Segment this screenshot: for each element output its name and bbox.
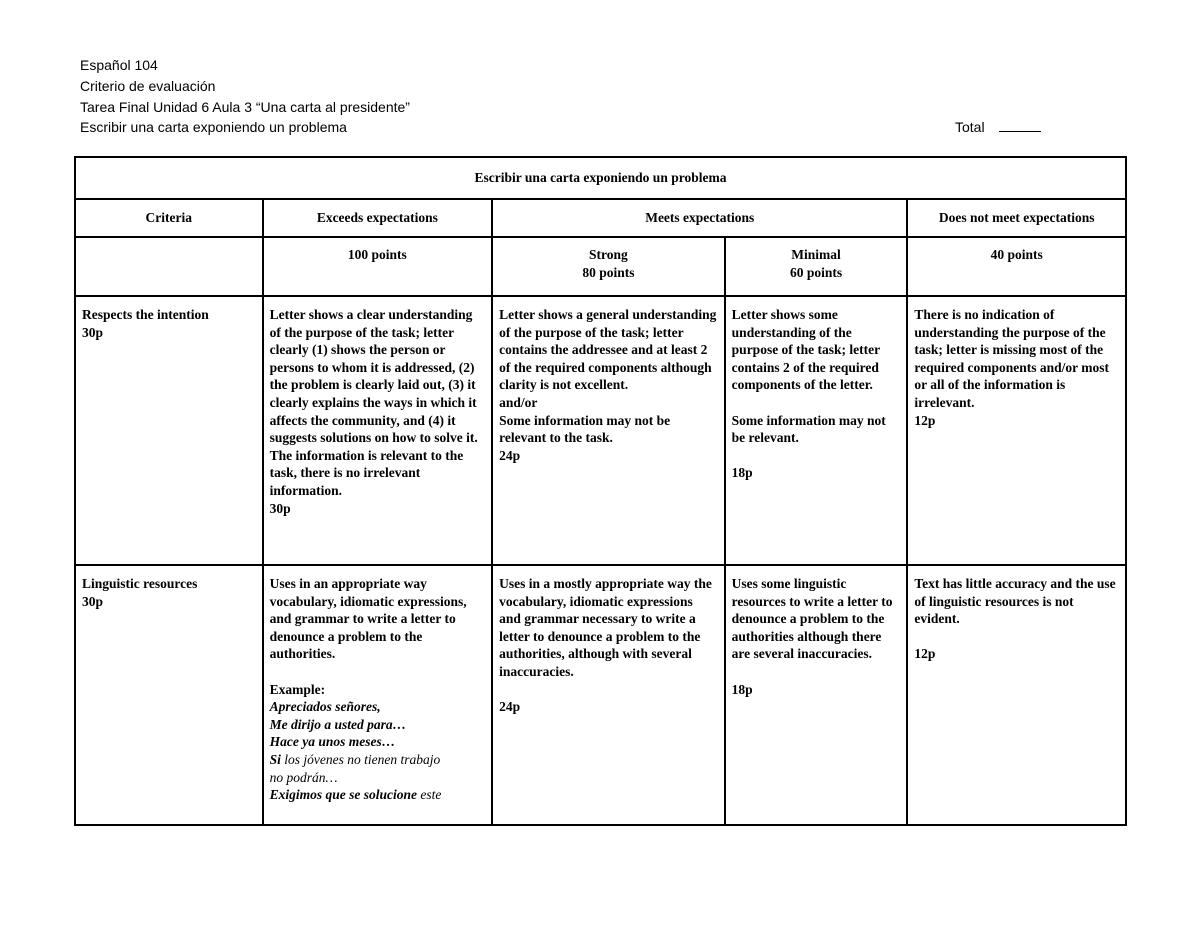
minimal-points: 60 points [789,264,843,280]
header-criteria: Criteria [75,199,263,237]
strong-andor: and/or [499,394,538,410]
strong-description-2: Some information may not be relevant to the task. [499,412,671,446]
exceeds-cell [263,565,493,825]
criterion-cell [75,296,263,565]
strong-description: Uses in a mostly appropriate way the vocabulary, idiomatic expressions and grammar necessary to write a letter to denounce a problem to the authorities, although with several inaccuracies. [499,576,712,679]
example-line-5: no podrán… [269,769,338,785]
example-line-6a: Exigimos que se solucione [269,787,417,803]
total-blank[interactable] [999,117,1041,132]
strong-description: Letter shows a general understanding of the purpose of the task; letter contains the addressee and at least 2 of the required components although clarity is not excellent. [499,307,717,393]
does-not-meet-description: There is no indication of understanding the purpose of the task; letter is missing most of the required components and/or most or all of the information is irrelevant. [914,307,1110,410]
table-title-row [75,157,1126,199]
minimal-description: Uses some linguistic resources to write a letter to denounce a problem to the authorities although there are several inaccuracies. [731,576,893,662]
does-not-meet-description: Text has little accuracy and the use of linguistic resources is not evident. [914,576,1116,627]
example-line-4b: los jóvenes no tienen trabajo [280,751,441,767]
table-row [75,565,1126,825]
strong-score: 24p [499,699,521,715]
criterion-weight: 30p [82,593,104,609]
does-not-meet-cell [907,296,1126,565]
example-line-6b: este [416,787,442,803]
does-not-meet-score: 12p [914,412,936,428]
minimal-label: Minimal [791,247,841,262]
example-line-4a: Si [269,751,281,767]
minimal-cell [725,565,908,825]
minimal-description-2: Some information may not be relevant. [731,412,886,446]
total-field [955,117,1041,137]
total-label: Total [955,119,985,135]
strong-score: 24p [499,447,521,463]
strong-label: Strong [589,247,628,262]
exceeds-description-2: The information is relevant to the task, there is no irrelevant information. [269,447,464,498]
minimal-score: 18p [731,465,753,481]
header-meets: Meets expectations [492,199,907,237]
does-not-meet-score: 12p [914,646,936,662]
minimal-cell [725,296,908,565]
example-label: Example: [269,681,326,697]
table-title: Escribir una carta exponiendo un problema [75,157,1126,199]
does-not-meet-cell [907,565,1126,825]
exceeds-description: Letter shows a clear understanding of the purpose of the task; letter clearly (1) shows the person or persons to whom it is addressed, (2) the problem is clearly laid out, (3) it clearly explains the ways in which it affects the community, and (4) it suggests solutions on how to solve it. [269,307,478,446]
table-header-row [75,199,1126,237]
exceeds-cell [263,296,493,565]
minimal-description: Letter shows some understanding of the purpose of the task; letter contains 2 of the required components of the letter. [731,307,880,393]
example-line-3: Hace ya unos meses… [269,734,396,750]
points-strong [492,237,725,296]
example-line-1: Apreciados señores, [269,699,381,715]
points-minimal [725,237,908,296]
points-row [75,237,1126,296]
points-empty-cell [75,237,263,296]
exceeds-description: Uses in an appropriate way vocabulary, idiomatic expressions, and grammar to write a letter to denounce a problem to the authorities. [269,576,467,662]
header-does-not-meet: Does not meet expectations [907,199,1126,237]
strong-points: 80 points [582,264,635,280]
minimal-score: 18p [731,681,753,697]
header-exceeds: Exceeds expectations [263,199,493,237]
task-description: Escribir una carta exponiendo un problema [80,119,347,135]
strong-cell [492,565,725,825]
points-exceeds: 100 points [263,237,493,296]
exceeds-score: 30p [269,500,291,516]
evaluation-subtitle: Criterio de evaluación [80,78,216,94]
example-line-2: Me dirijo a usted para… [269,716,407,732]
criterion-name: Respects the intention [82,307,209,322]
criterion-cell [75,565,263,825]
strong-cell [492,296,725,565]
table-row [75,296,1126,565]
rubric-table [74,156,1127,826]
task-title: Tarea Final Unidad 6 Aula 3 “Una carta al presidente” [80,99,410,115]
points-does-not-meet: 40 points [907,237,1126,296]
course-title: Español 104 [80,57,158,73]
criterion-name: Linguistic resources [82,576,198,591]
criterion-weight: 30p [82,324,104,340]
